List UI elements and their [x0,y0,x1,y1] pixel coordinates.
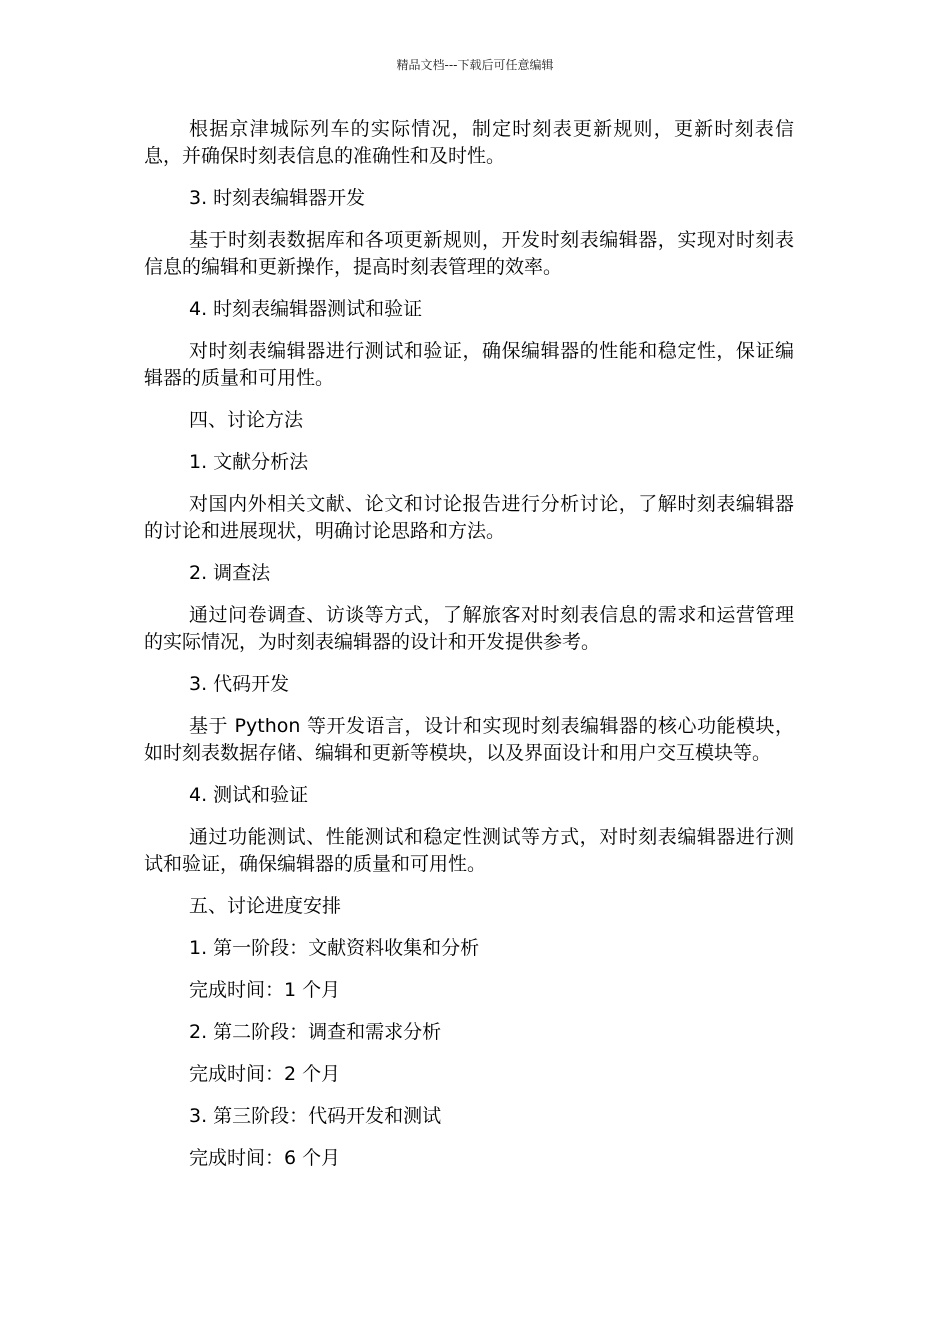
paragraph-survey: 通过问卷调查、访谈等方式，了解旅客对时刻表信息的需求和运营管理的实际情况，为时刻表编辑器的设计和开发提供参考。 [144,604,794,653]
schedule-phase-1-duration: 完成时间：1 个月 [189,979,341,1001]
section-heading-schedule: 五、讨论进度安排 [189,895,342,917]
document-body [144,116,794,1187]
paragraph-editor-testing: 对时刻表编辑器进行测试和验证，确保编辑器的性能和稳定性，保证编辑器的质量和可用性。 [144,340,794,389]
paragraph-literature-analysis: 对国内外相关文献、论文和讨论报告进行分析讨论，了解时刻表编辑器的讨论和进展现状，明确讨论思路和方法。 [144,493,794,542]
heading-editor-testing: 4. 时刻表编辑器测试和验证 [189,298,423,320]
schedule-phase-3-duration: 完成时间：6 个月 [189,1147,341,1169]
heading-literature-analysis: 1. 文献分析法 [189,451,309,473]
paragraph-editor-development: 基于时刻表数据库和各项更新规则，开发时刻表编辑器，实现对时刻表信息的编辑和更新操作，提高时刻表管理的效率。 [144,229,794,278]
heading-editor-development: 3. 时刻表编辑器开发 [189,187,366,209]
section-heading-methods: 四、讨论方法 [189,409,304,431]
page-header: 精品文档---下载后可任意编辑 [396,58,554,72]
schedule-phase-2: 2. 第二阶段：调查和需求分析 [189,1021,442,1043]
heading-survey: 2. 调查法 [189,562,271,584]
schedule-phase-1: 1. 第一阶段：文献资料收集和分析 [189,937,480,959]
heading-code-development: 3. 代码开发 [189,673,290,695]
paragraph-code-development: 基于 Python 等开发语言，设计和实现时刻表编辑器的核心功能模块，如时刻表数据存储、编辑和更新等模块，以及界面设计和用户交互模块等。 [144,715,794,764]
paragraph-testing-validation: 通过功能测试、性能测试和稳定性测试等方式，对时刻表编辑器进行测试和验证，确保编辑器的质量和可用性。 [144,826,794,875]
schedule-phase-2-duration: 完成时间：2 个月 [189,1063,341,1085]
paragraph-update-rules: 根据京津城际列车的实际情况，制定时刻表更新规则，更新时刻表信息，并确保时刻表信息的准确性和及时性。 [144,118,794,167]
schedule-phase-3: 3. 第三阶段：代码开发和测试 [189,1105,442,1127]
heading-testing-validation: 4. 测试和验证 [189,784,309,806]
